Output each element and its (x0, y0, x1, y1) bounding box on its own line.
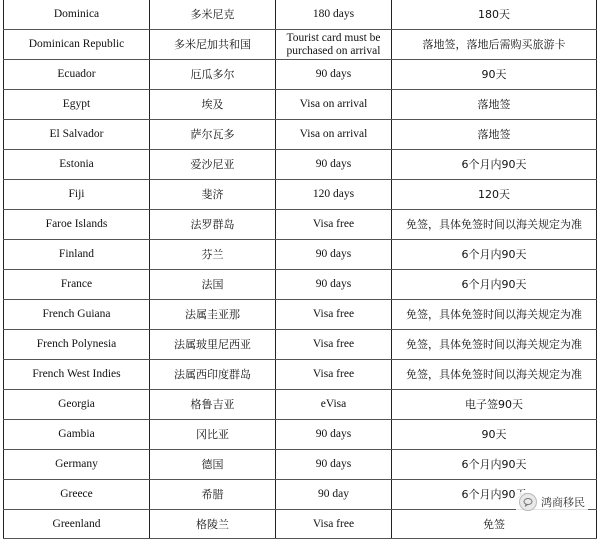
country-en-cell: Finland (4, 240, 150, 270)
visa-table-body (4, 0, 597, 539)
table-row (4, 210, 597, 240)
policy-en-cell: Visa free (276, 210, 392, 240)
country-cn-cell: 爱沙尼亚 (150, 150, 276, 180)
table-row (4, 30, 597, 60)
table-row (4, 180, 597, 210)
country-cn-cell: 法国 (150, 270, 276, 300)
policy-en-cell: 120 days (276, 180, 392, 210)
policy-en-cell: 90 days (276, 150, 392, 180)
policy-cn-cell: 90天 (392, 420, 597, 450)
policy-en-cell: Visa free (276, 360, 392, 390)
policy-cn-cell: 免签，具体免签时间以海关规定为准 (392, 330, 597, 360)
policy-en-cell: Visa on arrival (276, 120, 392, 150)
country-en-cell: Gambia (4, 420, 150, 450)
country-cn-cell: 法属圭亚那 (150, 300, 276, 330)
table-row (4, 450, 597, 480)
policy-cn-cell: 6个月内90天 (392, 480, 597, 510)
table-row (4, 90, 597, 120)
policy-cn-cell: 120天 (392, 180, 597, 210)
country-cn-cell: 斐济 (150, 180, 276, 210)
table-row (4, 150, 597, 180)
country-en-cell: Georgia (4, 390, 150, 420)
policy-cn-cell: 6个月内90天 (392, 270, 597, 300)
country-cn-cell: 格鲁吉亚 (150, 390, 276, 420)
country-cn-cell: 萨尔瓦多 (150, 120, 276, 150)
policy-en-cell: Visa free (276, 300, 392, 330)
policy-en-cell: 90 day (276, 480, 392, 510)
country-en-cell: Dominican Republic (4, 30, 150, 60)
country-cn-cell: 厄瓜多尔 (150, 60, 276, 90)
policy-en-cell: Visa on arrival (276, 90, 392, 120)
country-en-cell: Dominica (4, 0, 150, 30)
table-row (4, 390, 597, 420)
policy-en-cell: Visa free (276, 510, 392, 539)
visa-table (3, 0, 596, 539)
table-row (4, 120, 597, 150)
country-cn-cell: 埃及 (150, 90, 276, 120)
policy-cn-cell: 90天 (392, 60, 597, 90)
policy-en-cell: 90 days (276, 420, 392, 450)
policy-cn-cell: 6个月内90天 (392, 450, 597, 480)
policy-en-cell: 90 days (276, 240, 392, 270)
table-row (4, 480, 597, 510)
table-row (4, 300, 597, 330)
country-cn-cell: 法属玻里尼西亚 (150, 330, 276, 360)
country-en-cell: Greece (4, 480, 150, 510)
policy-en-cell: 90 days (276, 450, 392, 480)
table-row (4, 420, 597, 450)
policy-en-cell: Visa free (276, 330, 392, 360)
table-row (4, 510, 597, 539)
policy-cn-cell: 免签，具体免签时间以海关规定为准 (392, 210, 597, 240)
table-row (4, 360, 597, 390)
policy-cn-cell: 6个月内90天 (392, 150, 597, 180)
country-cn-cell: 芬兰 (150, 240, 276, 270)
country-en-cell: French Guiana (4, 300, 150, 330)
table-row (4, 60, 597, 90)
policy-cn-cell: 免签，具体免签时间以海关规定为准 (392, 360, 597, 390)
country-cn-cell: 多米尼加共和国 (150, 30, 276, 60)
watermark-text: 鸿商移民 (541, 494, 585, 510)
country-en-cell: Germany (4, 450, 150, 480)
policy-cn-cell: 电子签90天 (392, 390, 597, 420)
policy-cn-cell: 落地签，落地后需购买旅游卡 (392, 30, 597, 60)
country-cn-cell: 德国 (150, 450, 276, 480)
country-en-cell: Faroe Islands (4, 210, 150, 240)
country-en-cell: French Polynesia (4, 330, 150, 360)
country-en-cell: Egypt (4, 90, 150, 120)
country-cn-cell: 多米尼克 (150, 0, 276, 30)
country-cn-cell: 希腊 (150, 480, 276, 510)
country-en-cell: Ecuador (4, 60, 150, 90)
country-cn-cell: 法属西印度群岛 (150, 360, 276, 390)
country-cn-cell: 格陵兰 (150, 510, 276, 539)
country-cn-cell: 法罗群岛 (150, 210, 276, 240)
table-row (4, 270, 597, 300)
policy-en-cell: 180 days (276, 0, 392, 30)
country-en-cell: Fiji (4, 180, 150, 210)
watermark (516, 492, 588, 512)
policy-en-cell: 90 days (276, 270, 392, 300)
policy-cn-cell: 6个月内90天 (392, 240, 597, 270)
chat-bubble-icon (519, 493, 537, 511)
country-cn-cell: 冈比亚 (150, 420, 276, 450)
country-en-cell: France (4, 270, 150, 300)
policy-cn-cell: 落地签 (392, 120, 597, 150)
country-en-cell: French West Indies (4, 360, 150, 390)
policy-en-cell: eVisa (276, 390, 392, 420)
country-en-cell: Estonia (4, 150, 150, 180)
policy-cn-cell: 180天 (392, 0, 597, 30)
policy-en-cell: Tourist card must be purchased on arrival (276, 30, 392, 60)
policy-cn-cell: 免签，具体免签时间以海关规定为准 (392, 300, 597, 330)
table-row (4, 330, 597, 360)
table-row (4, 240, 597, 270)
country-en-cell: Greenland (4, 510, 150, 539)
table-row (4, 0, 597, 30)
country-en-cell: El Salvador (4, 120, 150, 150)
policy-en-cell: 90 days (276, 60, 392, 90)
policy-cn-cell: 免签 (392, 510, 597, 539)
policy-cn-cell: 落地签 (392, 90, 597, 120)
